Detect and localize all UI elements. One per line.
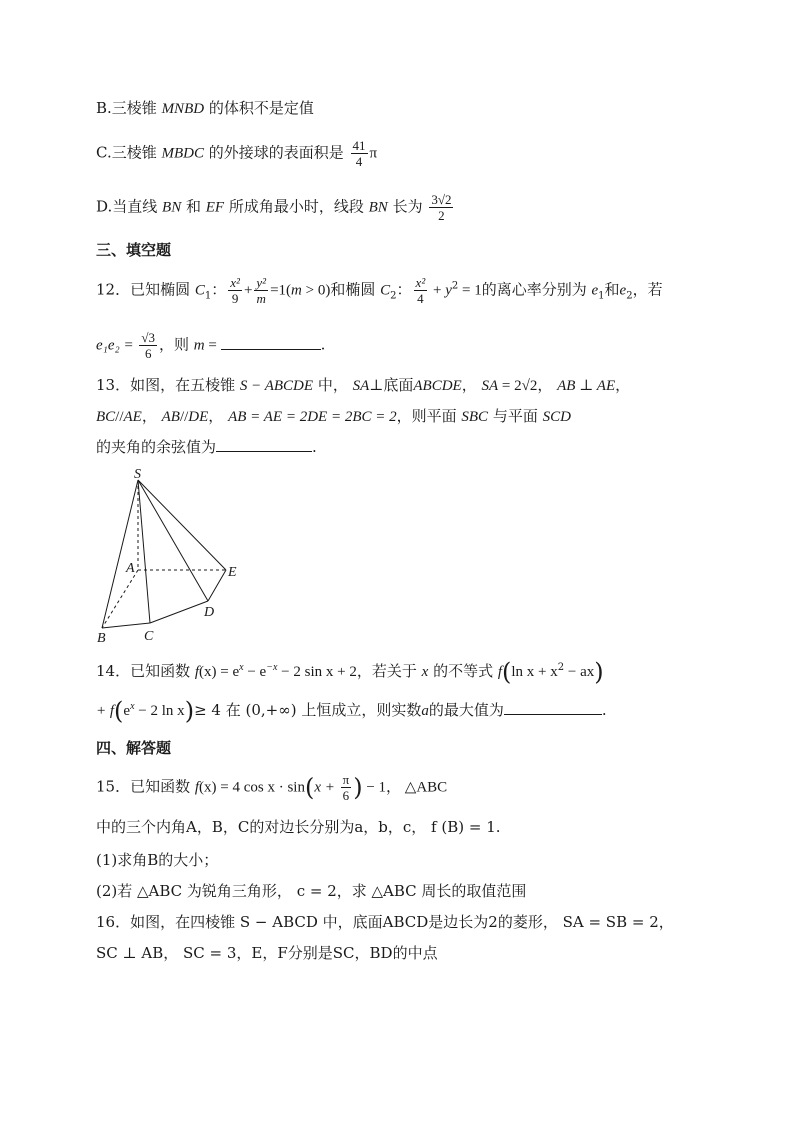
question-13-line-2: BC//AE， AB//DE， AB = AE = 2DE = 2BC = 2，则平面 SBC 与平面 SCD (96, 407, 571, 425)
edge-de (208, 570, 226, 601)
fraction: $\frac{√3}{6}$ (141, 330, 156, 361)
question-15-line-1: 15．已知函数 f(x) = 4 cos x · sin(x + $\frac{\pi}{6}$ ) − 1， △ABC (96, 772, 448, 803)
question-13-line-3: 的夹角的余弦值为 . (96, 438, 317, 456)
fraction: $\frac{41}{4}$ (352, 138, 366, 169)
fraction: $\frac{\text{x²}}{9}$ (230, 275, 240, 306)
pentagonal-pyramid-figure (92, 462, 262, 648)
answer-blank[interactable] (504, 700, 602, 715)
answer-blank[interactable] (216, 437, 312, 452)
label-a: A (126, 561, 135, 576)
option-d: D.当直线 BN 和 EF 所成角最小时，线段 BN 长为 $\frac{3√2}{2}$ (96, 192, 452, 223)
option-c: C.三棱锥 MBDC 的外接球的表面积是 $\frac{41}{4}$ π (96, 138, 378, 169)
question-15-line-2: 中的三个内角A，B，C的对边长分别为a，b，c， f (B) = 1. (96, 818, 501, 836)
question-15-part-1: (1)求角B的大小； (96, 851, 219, 869)
label-b: B (97, 631, 106, 646)
edge-ab-hidden (102, 570, 138, 628)
edge-sc (138, 480, 150, 623)
label-d: D (204, 605, 215, 620)
question-14-line-1: 14．已知函数 $f(x) = e^x - e^{-x} - 2$ sin x + 2，若关于 x 的不等式 f(ln $x + x^2 - ax$) (96, 658, 604, 686)
edge-bc (102, 623, 150, 628)
fraction: $\frac{\text{y²}}{m}$ (256, 275, 267, 306)
question-15-part-2: (2)若 △ABC 为锐角三角形， c = 2，求 △ABC 周长的取值范围 (96, 882, 527, 900)
fraction: $\frac{3√2}{2}$ (431, 192, 452, 223)
section-heading-4: 四、解答题 (96, 739, 172, 757)
option-b: B.三棱锥 MNBD 的体积不是定值 (96, 99, 314, 117)
edge-cd (150, 601, 208, 623)
question-16-line-1: 16．如图，在四棱锥 S − ABCD 中，底面ABCD是边长为2的菱形， SA = SB = 2， (96, 913, 674, 931)
question-13-line-1: 13．如图，在五棱锥 S − ABCDE 中， SA⊥底面ABCDE， SA = 2√2， AB ⊥ AE， (96, 376, 631, 394)
question-14-line-2: + $f(e^x - 2$ ln x)≥ 4 在 (0,+∞) 上恒成立，则实数a的最大值为 . (96, 697, 607, 725)
label-e: E (228, 565, 237, 580)
answer-blank[interactable] (221, 335, 321, 350)
fraction: $\frac{\text{x²}}{4}$ (415, 275, 426, 306)
label-s: S (134, 467, 141, 482)
fraction: $\frac{\pi}{6}$ (342, 772, 350, 803)
edge-sb (102, 480, 138, 628)
question-16-line-2: SC ⊥ AB， SC = 3，E，F分别是SC，BD的中点 (96, 944, 438, 962)
question-12-line-2: e₁e₂ = $\frac{√3}{6}$ ，则 m = . (96, 330, 326, 361)
question-12-line-1: 12．已知椭圆 $C_1$： $\frac{\text{x²}}{9}$ + $\frac{\text{y²}}{m}$ =1(m > 0)和椭圆 $C_2$： $\frac{\text{x²}}{4}$ + $y^2 = 1$的离心率分别为 $e_1$和$e_2$，若 (96, 275, 663, 306)
label-c: C (144, 629, 154, 644)
section-heading-3: 三、填空题 (96, 241, 172, 259)
